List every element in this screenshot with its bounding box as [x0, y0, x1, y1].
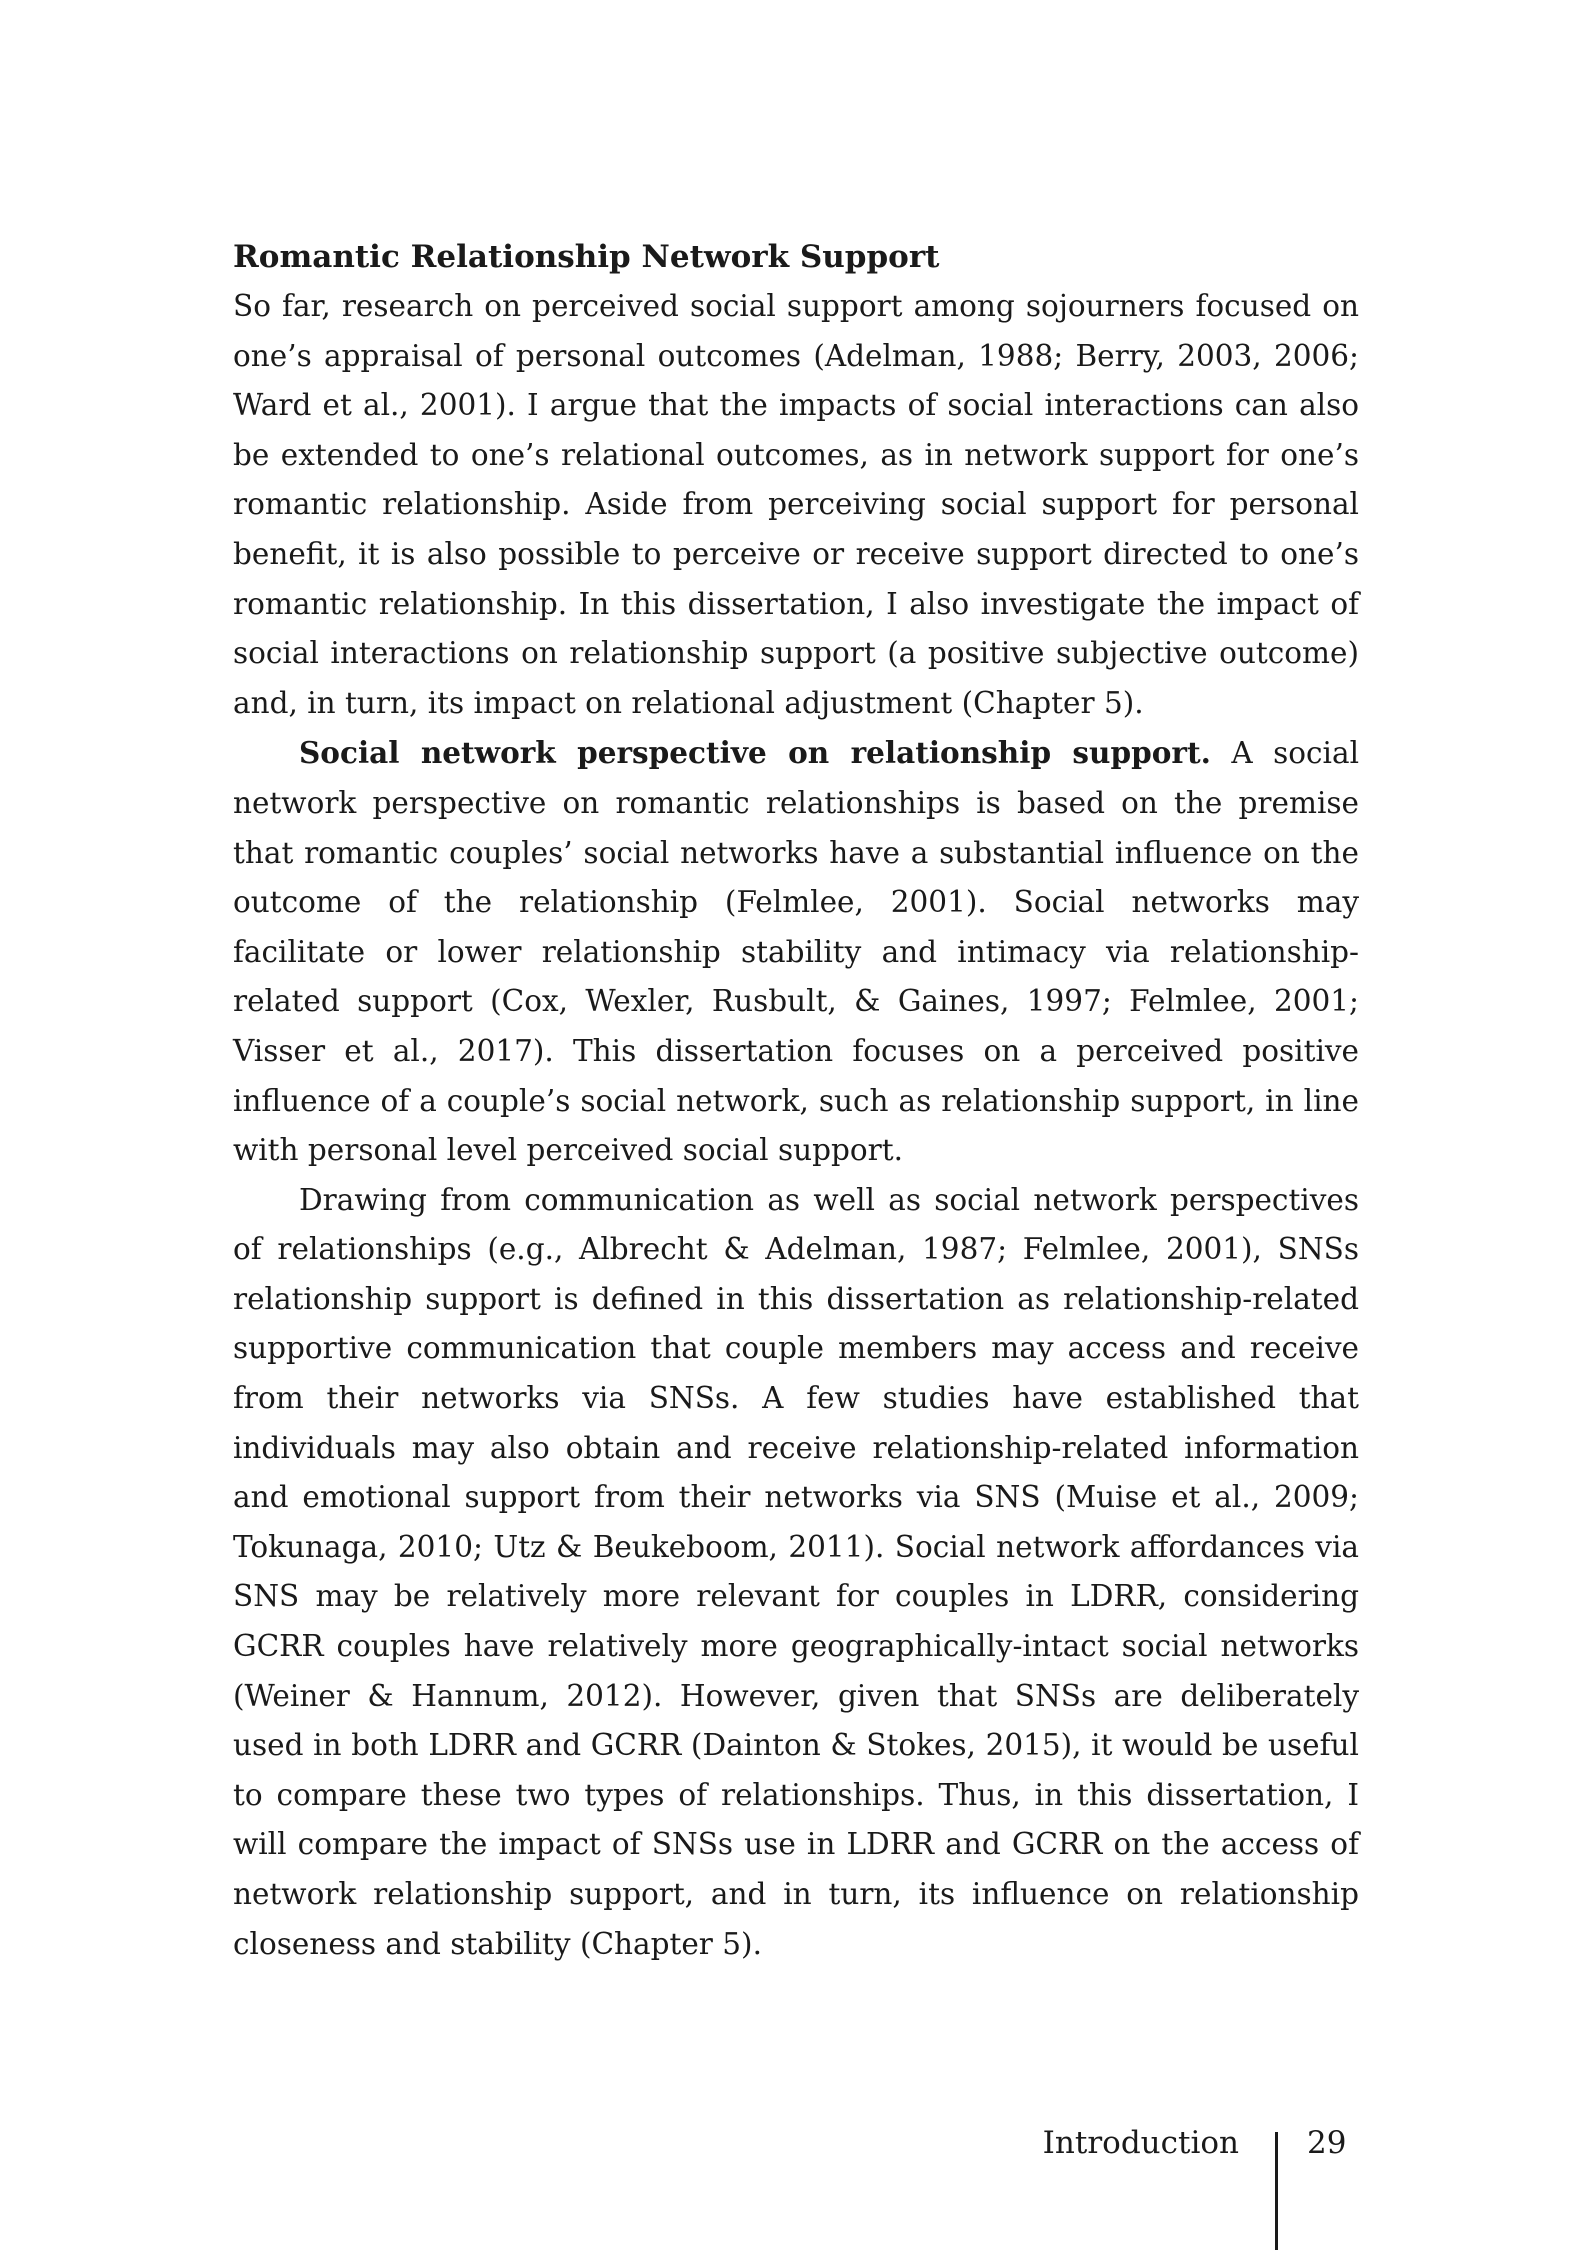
- paragraph-2-text: A social network perspective on romantic relationships is based on the premise that romantic couples’ social networks have a substantial influence on the outcome of the relationship (Felmlee, 2001). Social networks may facilitate or lower relationship stability and intimacy via relationship-related support (Cox, Wexler, Rusbult, & Gaines, 1997; Felmlee, 2001; Visser et al., 2017). This dissertation focuses on a perceived positive influence of a couple’s social network, such as relationship support, in line with personal level perceived social support.: [233, 736, 1359, 1168]
- page-number: 29: [1307, 2125, 1347, 2161]
- paragraph-2: [233, 728, 1359, 1175]
- paragraph-1: [233, 282, 1359, 728]
- paragraph-1-text: So far, research on perceived social support among sojourners focused on one’s appraisal of personal outcomes (Adelman, 1988; Berry, 2003, 2006; Ward et al., 2001). I argue that the impacts of social interactions can also be extended to one’s relational outcomes, as in network support for one’s romantic relationship. Aside from perceiving social support for personal benefit, it is also possible to perceive or receive support directed to one’s romantic relationship. In this dissertation, I also investigate the impact of social interactions on relationship support (a positive subjective outcome) and, in turn, its impact on relational adjustment (Chapter 5).: [233, 289, 1359, 720]
- footer-divider: [1275, 2132, 1278, 2250]
- running-footer-section: Introduction: [1042, 2125, 1239, 2161]
- section-heading: Romantic Relationship Network Support: [233, 239, 940, 275]
- body-text: [233, 232, 1359, 1969]
- paragraph-2-runin-heading: Social network perspective on relationship support.: [299, 735, 1211, 771]
- paragraph-3: [233, 1176, 1359, 1970]
- paragraph-3-text: Drawing from communication as well as social network perspectives of relationships (e.g., Albrecht & Adelman, 1987; Felmlee, 2001), SNSs relationship support is defined in this dissertation as relationship-related supportive communication that couple members may access and receive from their networks via SNSs. A few studies have established that individuals may also obtain and receive relationship-related information and emotional support from their networks via SNS (Muise et al., 2009; Tokunaga, 2010; Utz & Beukeboom, 2011). Social network affordances via SNS may be relatively more relevant for couples in LDRR, considering GCRR couples have relatively more geographically-intact social networks (Weiner & Hannum, 2012). However, given that SNSs are deliberately used in both LDRR and GCRR (Dainton & Stokes, 2015), it would be useful to compare these two types of relationships. Thus, in this dissertation, I will compare the impact of SNSs use in LDRR and GCRR on the access of network relationship support, and in turn, its influence on relationship closeness and stability (Chapter 5).: [233, 1182, 1359, 1961]
